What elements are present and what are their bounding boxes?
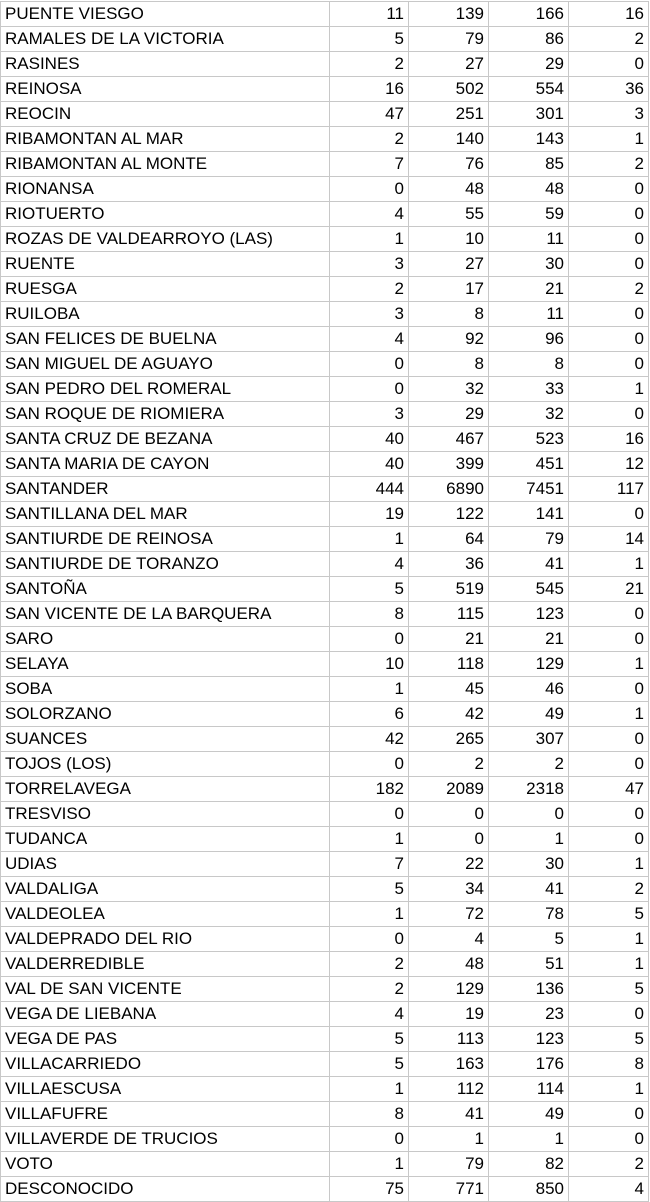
value-col-3-cell[interactable]: 96 [489,327,569,352]
table-row [1,852,649,877]
value-col-4-cell[interactable]: 0 [569,202,649,227]
table-row [1,502,649,527]
value-col-3-cell[interactable]: 123 [489,1027,569,1052]
value-col-3-cell[interactable]: 8 [489,352,569,377]
value-col-1-cell[interactable]: 2 [330,977,409,1002]
value-col-1-cell[interactable]: 0 [330,752,409,777]
value-col-4-cell[interactable]: 14 [569,527,649,552]
value-col-2-cell[interactable]: 79 [409,1152,489,1177]
table-row [1,52,649,77]
table-row [1,1127,649,1152]
value-col-4-cell[interactable]: 16 [569,2,649,27]
table-row [1,152,649,177]
value-col-3-cell[interactable]: 21 [489,277,569,302]
value-col-4-cell[interactable]: 2 [569,27,649,52]
value-col-4-cell[interactable]: 2 [569,1152,649,1177]
municipality-cell[interactable]: SAN VICENTE DE LA BARQUERA [1,602,330,627]
value-col-4-cell[interactable]: 1 [569,552,649,577]
value-col-3-cell[interactable]: 82 [489,1152,569,1177]
value-col-3-cell[interactable]: 49 [489,702,569,727]
value-col-2-cell[interactable]: 129 [409,977,489,1002]
table-row [1,427,649,452]
municipality-cell[interactable]: SOBA [1,677,330,702]
value-col-3-cell[interactable]: 141 [489,502,569,527]
value-col-3-cell[interactable]: 86 [489,27,569,52]
value-col-4-cell[interactable]: 0 [569,502,649,527]
value-col-2-cell[interactable]: 34 [409,877,489,902]
table-row [1,477,649,502]
value-col-2-cell[interactable]: 17 [409,277,489,302]
municipality-cell[interactable]: RIONANSA [1,177,330,202]
value-col-3-cell[interactable]: 123 [489,602,569,627]
municipality-cell[interactable]: VALDEOLEA [1,902,330,927]
table-row [1,627,649,652]
municipality-cell[interactable]: RAMALES DE LA VICTORIA [1,27,330,52]
value-col-3-cell[interactable]: 451 [489,452,569,477]
value-col-2-cell[interactable]: 1 [409,1127,489,1152]
table-row [1,302,649,327]
value-col-1-cell[interactable]: 5 [330,877,409,902]
value-col-2-cell[interactable]: 0 [409,802,489,827]
value-col-2-cell[interactable]: 41 [409,1102,489,1127]
municipality-cell[interactable]: RASINES [1,52,330,77]
value-col-3-cell[interactable]: 85 [489,152,569,177]
value-col-1-cell[interactable]: 8 [330,1102,409,1127]
value-col-2-cell[interactable]: 27 [409,252,489,277]
value-col-1-cell[interactable]: 0 [330,352,409,377]
value-col-2-cell[interactable]: 8 [409,302,489,327]
table-row [1,252,649,277]
value-col-3-cell[interactable]: 33 [489,377,569,402]
value-col-3-cell[interactable]: 523 [489,427,569,452]
value-col-4-cell[interactable]: 117 [569,477,649,502]
municipality-cell[interactable]: RIBAMONTAN AL MAR [1,127,330,152]
value-col-3-cell[interactable]: 41 [489,877,569,902]
value-col-2-cell[interactable]: 122 [409,502,489,527]
municipality-cell[interactable]: VEGA DE PAS [1,1027,330,1052]
table-row [1,1027,649,1052]
data-table-body [1,2,649,1202]
value-col-3-cell[interactable]: 30 [489,252,569,277]
table-row [1,452,649,477]
municipality-cell[interactable]: SELAYA [1,652,330,677]
municipality-cell[interactable]: TORRELAVEGA [1,777,330,802]
value-col-1-cell[interactable]: 444 [330,477,409,502]
value-col-3-cell[interactable]: 1 [489,1127,569,1152]
table-row [1,927,649,952]
value-col-4-cell[interactable]: 0 [569,302,649,327]
municipality-cell[interactable]: SANTIURDE DE REINOSA [1,527,330,552]
table-row [1,652,649,677]
municipality-cell[interactable]: UDIAS [1,852,330,877]
value-col-3-cell[interactable]: 30 [489,852,569,877]
table-row [1,752,649,777]
value-col-3-cell[interactable]: 11 [489,227,569,252]
value-col-1-cell[interactable]: 4 [330,552,409,577]
table-row [1,1102,649,1127]
value-col-1-cell[interactable]: 1 [330,1152,409,1177]
data-table [0,1,649,1202]
value-col-2-cell[interactable]: 2089 [409,777,489,802]
municipality-cell[interactable]: REOCIN [1,102,330,127]
value-col-2-cell[interactable]: 76 [409,152,489,177]
value-col-3-cell[interactable]: 51 [489,952,569,977]
table-row [1,102,649,127]
table-row [1,1152,649,1177]
municipality-cell[interactable]: SAN FELICES DE BUELNA [1,327,330,352]
value-col-1-cell[interactable]: 1 [330,227,409,252]
value-col-2-cell[interactable]: 163 [409,1052,489,1077]
value-col-2-cell[interactable]: 10 [409,227,489,252]
value-col-1-cell[interactable]: 5 [330,577,409,602]
value-col-1-cell[interactable]: 75 [330,1177,409,1202]
value-col-1-cell[interactable]: 1 [330,902,409,927]
value-col-1-cell[interactable]: 0 [330,377,409,402]
value-col-4-cell[interactable]: 0 [569,827,649,852]
table-row [1,27,649,52]
value-col-4-cell[interactable]: 0 [569,177,649,202]
value-col-2-cell[interactable]: 4 [409,927,489,952]
value-col-2-cell[interactable]: 502 [409,77,489,102]
value-col-1-cell[interactable]: 3 [330,252,409,277]
value-col-3-cell[interactable]: 21 [489,627,569,652]
value-col-2-cell[interactable]: 8 [409,352,489,377]
municipality-cell[interactable]: VILLACARRIEDO [1,1052,330,1077]
table-row [1,1052,649,1077]
value-col-4-cell[interactable]: 47 [569,777,649,802]
value-col-4-cell[interactable]: 3 [569,102,649,127]
value-col-4-cell[interactable]: 0 [569,52,649,77]
value-col-1-cell[interactable]: 11 [330,2,409,27]
table-row [1,977,649,1002]
value-col-4-cell[interactable]: 1 [569,1077,649,1102]
municipality-cell[interactable]: SOLORZANO [1,702,330,727]
value-col-1-cell[interactable]: 16 [330,77,409,102]
value-col-1-cell[interactable]: 4 [330,202,409,227]
value-col-1-cell[interactable]: 2 [330,127,409,152]
value-col-2-cell[interactable]: 6890 [409,477,489,502]
value-col-1-cell[interactable]: 3 [330,402,409,427]
value-col-2-cell[interactable]: 115 [409,602,489,627]
municipality-cell[interactable]: SAN MIGUEL DE AGUAYO [1,352,330,377]
value-col-2-cell[interactable]: 19 [409,1002,489,1027]
municipality-cell[interactable]: VOTO [1,1152,330,1177]
value-col-3-cell[interactable]: 49 [489,1102,569,1127]
value-col-4-cell[interactable]: 0 [569,1102,649,1127]
value-col-2-cell[interactable]: 519 [409,577,489,602]
value-col-4-cell[interactable]: 1 [569,377,649,402]
value-col-3-cell[interactable]: 114 [489,1077,569,1102]
value-col-2-cell[interactable]: 771 [409,1177,489,1202]
value-col-1-cell[interactable]: 0 [330,802,409,827]
municipality-cell[interactable]: SANTANDER [1,477,330,502]
value-col-3-cell[interactable]: 0 [489,802,569,827]
value-col-2-cell[interactable]: 64 [409,527,489,552]
value-col-1-cell[interactable]: 42 [330,727,409,752]
table-row [1,377,649,402]
value-col-1-cell[interactable]: 1 [330,827,409,852]
value-col-4-cell[interactable]: 1 [569,652,649,677]
municipality-cell[interactable]: SANTA MARIA DE CAYON [1,452,330,477]
value-col-3-cell[interactable]: 29 [489,52,569,77]
value-col-3-cell[interactable]: 176 [489,1052,569,1077]
value-col-3-cell[interactable]: 166 [489,2,569,27]
value-col-3-cell[interactable]: 1 [489,827,569,852]
table-row [1,202,649,227]
value-col-1-cell[interactable]: 1 [330,1077,409,1102]
value-col-4-cell[interactable]: 0 [569,1127,649,1152]
table-row [1,552,649,577]
table-row [1,702,649,727]
value-col-1-cell[interactable]: 5 [330,1027,409,1052]
municipality-cell[interactable]: VILLAVERDE DE TRUCIOS [1,1127,330,1152]
municipality-cell[interactable]: SANTOÑA [1,577,330,602]
value-col-2-cell[interactable]: 21 [409,627,489,652]
municipality-cell[interactable]: TUDANCA [1,827,330,852]
table-row [1,277,649,302]
value-col-3-cell[interactable]: 11 [489,302,569,327]
value-col-1-cell[interactable]: 40 [330,427,409,452]
municipality-cell[interactable]: RIBAMONTAN AL MONTE [1,152,330,177]
value-col-4-cell[interactable]: 1 [569,852,649,877]
value-col-4-cell[interactable]: 4 [569,1177,649,1202]
value-col-4-cell[interactable]: 0 [569,1002,649,1027]
value-col-1-cell[interactable]: 1 [330,527,409,552]
value-col-4-cell[interactable]: 5 [569,1027,649,1052]
value-col-1-cell[interactable]: 10 [330,652,409,677]
municipality-cell[interactable]: SUANCES [1,727,330,752]
table-row [1,527,649,552]
value-col-4-cell[interactable]: 0 [569,227,649,252]
table-row [1,877,649,902]
value-col-2-cell[interactable]: 36 [409,552,489,577]
value-col-4-cell[interactable]: 0 [569,252,649,277]
value-col-4-cell[interactable]: 2 [569,877,649,902]
value-col-4-cell[interactable]: 1 [569,127,649,152]
value-col-2-cell[interactable]: 27 [409,52,489,77]
value-col-2-cell[interactable]: 265 [409,727,489,752]
value-col-4-cell[interactable]: 5 [569,902,649,927]
value-col-4-cell[interactable]: 21 [569,577,649,602]
value-col-4-cell[interactable]: 0 [569,802,649,827]
table-row [1,1177,649,1202]
value-col-4-cell[interactable]: 5 [569,977,649,1002]
value-col-4-cell[interactable]: 0 [569,752,649,777]
municipality-cell[interactable]: SAN PEDRO DEL ROMERAL [1,377,330,402]
value-col-3-cell[interactable]: 46 [489,677,569,702]
value-col-2-cell[interactable]: 399 [409,452,489,477]
table-row [1,952,649,977]
municipality-cell[interactable]: DESCONOCIDO [1,1177,330,1202]
value-col-4-cell[interactable]: 0 [569,402,649,427]
municipality-cell[interactable]: TRESVISO [1,802,330,827]
value-col-2-cell[interactable]: 251 [409,102,489,127]
value-col-2-cell[interactable]: 48 [409,177,489,202]
value-col-1-cell[interactable]: 1 [330,677,409,702]
municipality-cell[interactable]: PUENTE VIESGO [1,2,330,27]
value-col-2-cell[interactable]: 42 [409,702,489,727]
table-row [1,577,649,602]
value-col-4-cell[interactable]: 0 [569,677,649,702]
value-col-1-cell[interactable]: 0 [330,927,409,952]
value-col-3-cell[interactable]: 2 [489,752,569,777]
table-row [1,352,649,377]
value-col-4-cell[interactable]: 1 [569,702,649,727]
value-col-1-cell[interactable]: 47 [330,102,409,127]
value-col-1-cell[interactable]: 5 [330,27,409,52]
value-col-2-cell[interactable]: 118 [409,652,489,677]
value-col-4-cell[interactable]: 36 [569,77,649,102]
table-row [1,227,649,252]
value-col-1-cell[interactable]: 7 [330,152,409,177]
value-col-2-cell[interactable]: 79 [409,27,489,52]
value-col-3-cell[interactable]: 41 [489,552,569,577]
value-col-1-cell[interactable]: 2 [330,52,409,77]
table-row [1,77,649,102]
municipality-cell[interactable]: SAN ROQUE DE RIOMIERA [1,402,330,427]
municipality-cell[interactable]: VAL DE SAN VICENTE [1,977,330,1002]
municipality-cell[interactable]: VALDALIGA [1,877,330,902]
table-row [1,827,649,852]
value-col-2-cell[interactable]: 45 [409,677,489,702]
value-col-3-cell[interactable]: 7451 [489,477,569,502]
municipality-cell[interactable]: RIOTUERTO [1,202,330,227]
value-col-1-cell[interactable]: 3 [330,302,409,327]
value-col-4-cell[interactable]: 2 [569,152,649,177]
municipality-cell[interactable]: VEGA DE LIEBANA [1,1002,330,1027]
value-col-4-cell[interactable]: 16 [569,427,649,452]
value-col-2-cell[interactable]: 48 [409,952,489,977]
value-col-4-cell[interactable]: 0 [569,627,649,652]
table-row [1,602,649,627]
value-col-3-cell[interactable]: 59 [489,202,569,227]
value-col-1-cell[interactable]: 19 [330,502,409,527]
value-col-2-cell[interactable]: 2 [409,752,489,777]
value-col-3-cell[interactable]: 23 [489,1002,569,1027]
municipality-cell[interactable]: VALDERREDIBLE [1,952,330,977]
table-row [1,1002,649,1027]
municipality-cell[interactable]: SARO [1,627,330,652]
table-row [1,677,649,702]
value-col-4-cell[interactable]: 0 [569,727,649,752]
value-col-2-cell[interactable]: 72 [409,902,489,927]
value-col-1-cell[interactable]: 0 [330,627,409,652]
value-col-2-cell[interactable]: 55 [409,202,489,227]
value-col-1-cell[interactable]: 182 [330,777,409,802]
municipality-cell[interactable]: SANTILLANA DEL MAR [1,502,330,527]
value-col-2-cell[interactable]: 29 [409,402,489,427]
municipality-cell[interactable]: SANTIURDE DE TORANZO [1,552,330,577]
value-col-4-cell[interactable]: 0 [569,602,649,627]
value-col-3-cell[interactable]: 48 [489,177,569,202]
table-row [1,2,649,27]
table-row [1,777,649,802]
value-col-4-cell[interactable]: 1 [569,952,649,977]
value-col-1-cell[interactable]: 7 [330,852,409,877]
value-col-2-cell[interactable]: 92 [409,327,489,352]
value-col-3-cell[interactable]: 78 [489,902,569,927]
value-col-3-cell[interactable]: 307 [489,727,569,752]
municipality-cell[interactable]: VILLAESCUSA [1,1077,330,1102]
value-col-2-cell[interactable]: 0 [409,827,489,852]
value-col-3-cell[interactable]: 129 [489,652,569,677]
value-col-1-cell[interactable]: 0 [330,177,409,202]
value-col-3-cell[interactable]: 79 [489,527,569,552]
value-col-1-cell[interactable]: 40 [330,452,409,477]
table-row [1,327,649,352]
value-col-2-cell[interactable]: 139 [409,2,489,27]
value-col-4-cell[interactable]: 0 [569,327,649,352]
value-col-2-cell[interactable]: 140 [409,127,489,152]
value-col-4-cell[interactable]: 1 [569,927,649,952]
table-row [1,1077,649,1102]
municipality-cell[interactable]: VALDEPRADO DEL RIO [1,927,330,952]
value-col-2-cell[interactable]: 112 [409,1077,489,1102]
value-col-1-cell[interactable]: 8 [330,602,409,627]
table-row [1,802,649,827]
value-col-3-cell[interactable]: 545 [489,577,569,602]
municipality-cell[interactable]: TOJOS (LOS) [1,752,330,777]
value-col-1-cell[interactable]: 2 [330,277,409,302]
value-col-1-cell[interactable]: 4 [330,1002,409,1027]
value-col-3-cell[interactable]: 5 [489,927,569,952]
value-col-2-cell[interactable]: 32 [409,377,489,402]
value-col-3-cell[interactable]: 136 [489,977,569,1002]
value-col-1-cell[interactable]: 0 [330,1127,409,1152]
value-col-1-cell[interactable]: 5 [330,1052,409,1077]
municipality-cell[interactable]: RUENTE [1,252,330,277]
value-col-1-cell[interactable]: 2 [330,952,409,977]
municipality-cell[interactable]: SANTA CRUZ DE BEZANA [1,427,330,452]
value-col-3-cell[interactable]: 2318 [489,777,569,802]
value-col-2-cell[interactable]: 467 [409,427,489,452]
value-col-3-cell[interactable]: 301 [489,102,569,127]
value-col-4-cell[interactable]: 2 [569,277,649,302]
value-col-4-cell[interactable]: 8 [569,1052,649,1077]
municipality-cell[interactable]: ROZAS DE VALDEARROYO (LAS) [1,227,330,252]
value-col-2-cell[interactable]: 22 [409,852,489,877]
value-col-1-cell[interactable]: 4 [330,327,409,352]
municipality-cell[interactable]: VILLAFUFRE [1,1102,330,1127]
value-col-1-cell[interactable]: 6 [330,702,409,727]
municipality-cell[interactable]: REINOSA [1,77,330,102]
value-col-4-cell[interactable]: 12 [569,452,649,477]
value-col-3-cell[interactable]: 143 [489,127,569,152]
table-row [1,727,649,752]
table-row [1,177,649,202]
table-row [1,402,649,427]
value-col-3-cell[interactable]: 850 [489,1177,569,1202]
municipality-cell[interactable]: RUILOBA [1,302,330,327]
value-col-4-cell[interactable]: 0 [569,352,649,377]
value-col-2-cell[interactable]: 113 [409,1027,489,1052]
municipality-cell[interactable]: RUESGA [1,277,330,302]
table-row [1,902,649,927]
table-row [1,127,649,152]
value-col-3-cell[interactable]: 32 [489,402,569,427]
value-col-3-cell[interactable]: 554 [489,77,569,102]
